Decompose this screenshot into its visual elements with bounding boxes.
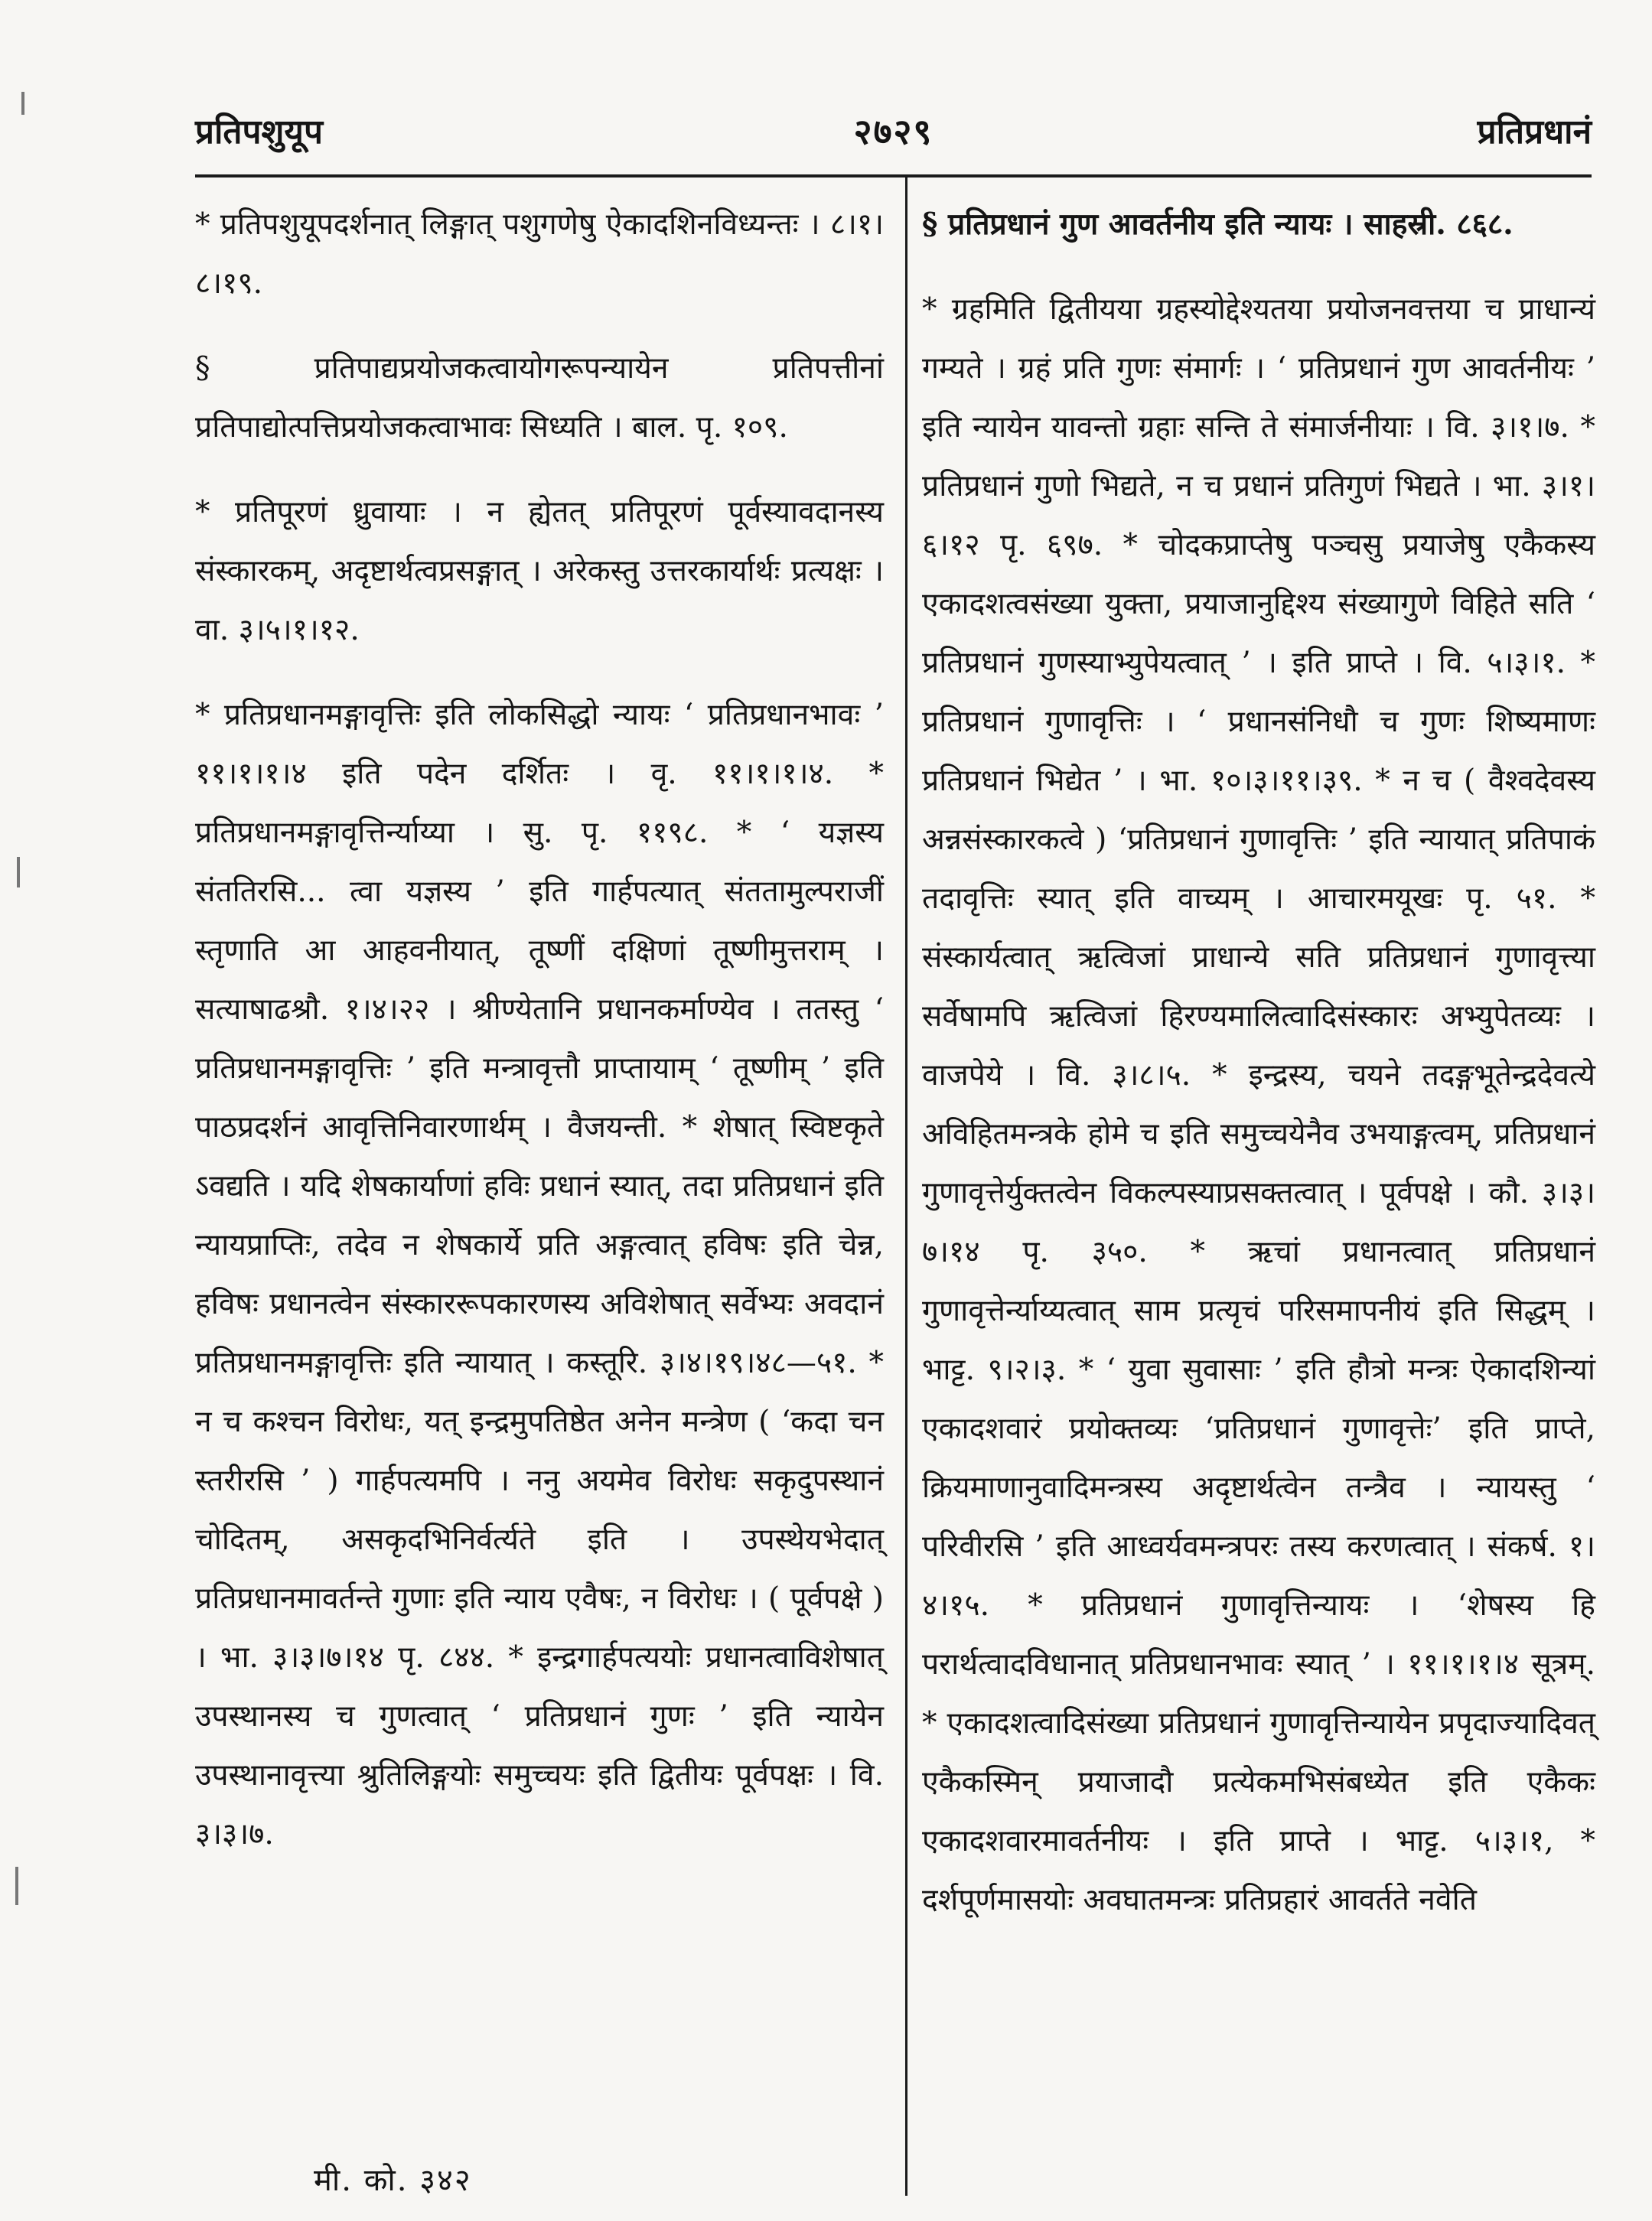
header-rule: [195, 174, 1592, 177]
header-right-guideword: प्रतिप्रधानं: [1477, 112, 1592, 151]
left-column: [195, 195, 884, 1890]
entry-paragraph: * प्रतिपशुयूपदर्शनात् लिङ्गात् पशुगणेषु ऐकादशिनविध्यन्तः । ८।१।८।१९.: [195, 207, 884, 301]
page-footer-signature: मी. को. ३४२: [314, 2163, 472, 2198]
page-number: २७२९: [853, 111, 934, 152]
page-header: [195, 107, 1592, 161]
margin-mark: [17, 857, 20, 887]
margin-mark: [21, 92, 24, 115]
entry-paragraph: * प्रतिपूरणं ध्रुवायाः । न ह्येतत् प्रतिपूरणं पूर्वस्यावदानस्य संस्कारकम्, अदृष्टार्थत्वप्रसङ्गात् । अरेकस्तु उत्तरकार्यार्थः प्रत्यक्षः । वा. ३।५।१।१२.: [195, 495, 884, 647]
margin-mark: [15, 1867, 18, 1905]
entry-paragraph: * प्रतिप्रधानमङ्गावृत्तिः इति लोकसिद्धो न्यायः ‘ प्रतिप्रधानभावः ’ ११।१।१।४ इति पदेन दर्शितः । वृ. ११।१।१।४. * प्रतिप्रधानमङ्गावृत्तिर्न्याय्या । सु. पृ. ११९८. * ‘ यज्ञस्य संततिरसि... त्वा यज्ञस्य ’ इति गार्हपत्यात् संततामुल्पराजीं स्तृणाति आ आहवनीयात्, तूष्णीं दक्षिणां तूष्णीमुत्तराम् । सत्याषाढश्रौ. १।४।२२ । श्रीण्येतानि प्रधानकर्माण्येव । ततस्तु ‘ प्रतिप्रधानमङ्गावृत्तिः ’ इति मन्त्रावृत्तौ प्राप्तायाम् ‘ तूष्णीम् ’ इति पाठप्रदर्शनं आवृत्तिनिवारणार्थम् । वैजयन्ती. * शेषात् स्विष्टकृते ऽवद्यति । यदि शेषकार्याणां हविः प्रधानं स्यात्, तदा प्रतिप्रधानं इति न्यायप्राप्तिः, तदेव न शेषकार्ये प्रति अङ्गत्वात् हविषः इति चेन्न, हविषः प्रधानत्वेन संस्काररूपकारणस्य अविशेषात् सर्वेभ्यः अवदानं प्रतिप्रधानमङ्गावृत्तिः इति न्यायात् । कस्तूरि. ३।४।१९।४८—५१. * न च कश्चन विरोधः, यत् इन्द्रमुपतिष्ठेत अनेन मन्त्रेण ( ‘कदा चन स्तरीरसि ’ ) गार्हपत्यमपि । ननु अयमेव विरोधः सकृदुपस्थानं चोदितम्, असकृदभिनिर्वर्त्यते इति । उपस्थेयभेदात् प्रतिप्रधानमावर्तन्ते गुणाः इति न्याय एवैषः, न विरोधः । ( पूर्वपक्षे ) । भा. ३।३।७।१४ पृ. ८४४. * इन्द्रगार्हपत्ययोः प्रधानत्वाविशेषात् उपस्थानस्य च गुणत्वात् ‘ प्रतिप्रधानं गुणः ’ इति न्यायेन उपस्थानावृत्त्या श्रुतिलिङ्गयोः समुच्चयः इति द्वितीयः पूर्वपक्षः । वि. ३।३।७.: [195, 698, 884, 1851]
entry-paragraph: § प्रतिप्रधानं गुण आवर्तनीय इति न्यायः । साहस्री. ८६८.: [922, 207, 1514, 242]
right-column: [922, 195, 1595, 1956]
entry-paragraph: § प्रतिपाद्यप्रयोजकत्वायोगरूपन्यायेन प्रतिपत्तीनां प्रतिपाद्योत्पत्तिप्रयोजकत्वाभावः सिध्यति । बाल. पृ. १०९.: [195, 351, 884, 445]
header-left-guideword: प्रतिपशुयूप: [195, 112, 323, 151]
entry-paragraph: * ग्रहमिति द्वितीयया ग्रहस्योद्देश्यतया प्रयोजनवत्तया च प्राधान्यं गम्यते । ग्रहं प्रति गुणः संमार्गः । ‘ प्रतिप्रधानं गुण आवर्तनीयः ’ इति न्यायेन यावन्तो ग्रहाः सन्ति ते संमार्जनीयाः । वि. ३।१।७. * प्रतिप्रधानं गुणो भिद्यते, न च प्रधानं प्रतिगुणं भिद्यते । भा. ३।१।६।१२ पृ. ६९७. * चोदकप्राप्तेषु पञ्चसु प्रयाजेषु एकैकस्य एकादशत्वसंख्या युक्ता, प्रयाजानुद्दिश्य संख्यागुणे विहिते सति ‘ प्रतिप्रधानं गुणस्याभ्युपेयत्वात् ’ । इति प्राप्ते । वि. ५।३।१. * प्रतिप्रधानं गुणावृत्तिः । ‘ प्रधानसंनिधौ च गुणः शिष्यमाणः प्रतिप्रधानं भिद्येत ’ । भा. १०।३।११।३९. * न च ( वैश्वदेवस्य अन्नसंस्कारकत्वे ) ‘प्रतिप्रधानं गुणावृत्तिः ’ इति न्यायात् प्रतिपाकं तदावृत्तिः स्यात् इति वाच्यम् । आचारमयूखः पृ. ५१. * संस्कार्यत्वात् ऋत्विजां प्राधान्ये सति प्रतिप्रधानं गुणावृत्त्या सर्वेषामपि ऋत्विजां हिरण्यमालित्वादिसंस्कारः अभ्युपेतव्यः । वाजपेये । वि. ३।८।५. * इन्द्रस्य, चयने तदङ्गभूतेन्द्रदेवत्ये अविहितमन्त्रके होमे च इति समुच्चयेनैव उभयाङ्गत्वम्, प्रतिप्रधानं गुणावृत्तेर्युक्तत्वेन विकल्पस्याप्रसक्तत्वात् । पूर्वपक्षे । कौ. ३।३।७।१४ पृ. ३५०. * ऋचां प्रधानत्वात् प्रतिप्रधानं गुणावृत्तेर्न्याय्यत्वात् साम प्रत्यृचं परिसमापनीयं इति सिद्धम् । भाट्ट. ९।२।३. * ‘ युवा सुवासाः ’ इति हौत्रो मन्त्रः ऐकादशिन्यां एकादशवारं प्रयोक्तव्यः ‘प्रतिप्रधानं गुणावृत्तेः’ इति प्राप्ते, क्रियमाणानुवादिमन्त्रस्य अदृष्टार्थत्वेन तन्त्रैव । न्यायस्तु ‘ परिवीरसि ’ इति आध्वर्यवमन्त्रपरः तस्य करणत्वात् । संकर्ष. १।४।१५. * प्रतिप्रधानं गुणावृत्तिन्यायः । ‘शेषस्य हि परार्थत्वादविधानात् प्रतिप्रधानभावः स्यात् ’ । ११।१।१।४ सूत्रम्. * एकादशत्वादिसंख्या प्रतिप्रधानं गुणावृत्तिन्यायेन प्रपृदाज्यादिवत् एकैकस्मिन् प्रयाजादौ प्रत्येकमभिसंबध्येत इति एकैकः एकादशवारमावर्तनीयः । इति प्राप्ते । भाट्ट. ५।३।१, * दर्शपूर्णमासयोः अवघातमन्त्रः प्रतिप्रहारं आवर्तते नवेति: [922, 292, 1595, 1917]
column-divider: [905, 177, 907, 2196]
